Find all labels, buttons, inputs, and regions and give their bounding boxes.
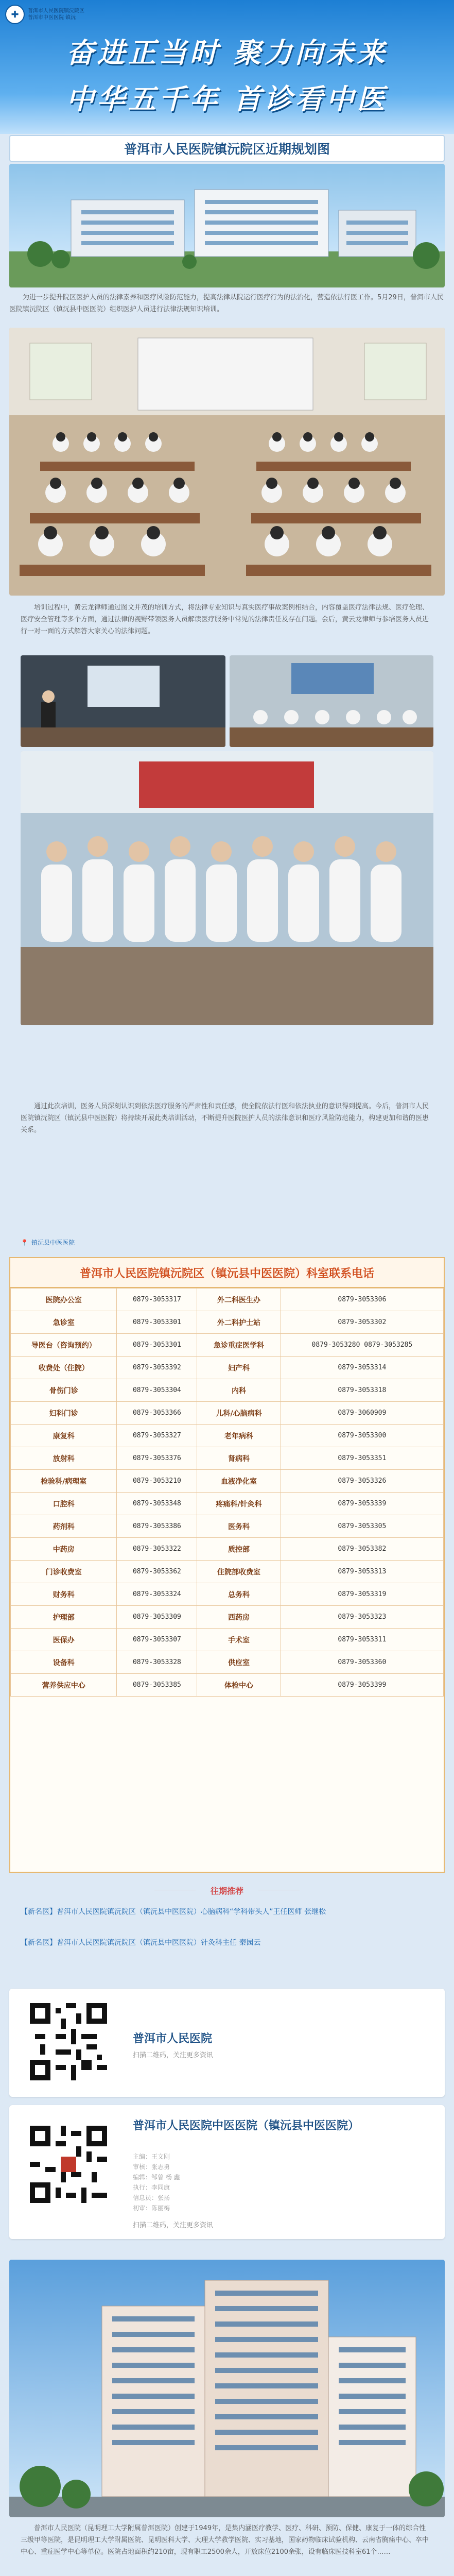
department-name-cell: 血液净化室 <box>197 1470 281 1493</box>
phone-number-cell[interactable]: 0879-3053386 <box>117 1515 197 1538</box>
phone-number-cell[interactable]: 0879-3053399 <box>281 1674 443 1697</box>
phone-number-cell[interactable]: 0879-3053301 <box>117 1311 197 1334</box>
phone-number-cell[interactable]: 0879-3053322 <box>117 1538 197 1561</box>
phone-number-cell[interactable]: 0879-3053348 <box>117 1493 197 1515</box>
hospital-intro-paragraph: 普洱市人民医院（昆明理工大学附属普洱医院）创建于1949年，是集内涵医疗教学、医疗、科研、预防、保健、康复于一体的综合性三级甲等医院，是昆明理工大学附属医院、昆明医科大学、大理大学教学医院、实习基地，国家药物临床试验机构、云南省胸痛中心、卒中中心、重症医学中心等单位。医院占地面积约210亩，现有职工2500余人，开放床位2100余张，设有临床医技科室61个…… <box>21 2524 429 2556</box>
department-name-cell: 设备科 <box>11 1651 117 1674</box>
department-name-cell: 外二科护士站 <box>197 1311 281 1334</box>
department-name-cell: 放射科 <box>11 1447 117 1470</box>
phone-number-cell[interactable]: 0879-3053306 <box>281 1289 443 1311</box>
phone-number-cell[interactable]: 0879-3053305 <box>281 1515 443 1538</box>
training-hall-photo <box>9 328 445 596</box>
phone-number-cell[interactable]: 0879-3053210 <box>117 1470 197 1493</box>
phone-number-cell[interactable]: 0879-3053326 <box>281 1470 443 1493</box>
phone-table-row <box>11 1493 444 1515</box>
logo-line-1: 普洱市人民医院镇沅院区 <box>28 8 84 14</box>
phone-table-row <box>11 1311 444 1334</box>
department-name-cell: 财务科 <box>11 1583 117 1606</box>
phone-number-cell[interactable]: 0879-3060909 <box>281 1402 443 1425</box>
phone-number-cell[interactable]: 0879-3053366 <box>117 1402 197 1425</box>
department-name-cell: 口腔科 <box>11 1493 117 1515</box>
department-name-cell: 护理部 <box>11 1606 117 1629</box>
department-name-cell: 质控部 <box>197 1538 281 1561</box>
recommend-link-1[interactable]: 【新名医】普洱市人民医院镇沅院区（镇沅县中医医院）心脑病科“学科带头人”王任医师 张继松 <box>21 1908 326 1916</box>
phone-number-cell[interactable]: 0879-3053304 <box>117 1379 197 1402</box>
hospital-building-photo <box>9 2260 445 2517</box>
phone-number-cell[interactable]: 0879-3053314 <box>281 1357 443 1379</box>
header-banner <box>0 0 454 134</box>
hospital-logo <box>5 4 134 25</box>
trainee-team-photo <box>21 751 433 1025</box>
phone-table-row <box>11 1447 444 1470</box>
department-name-cell: 总务科 <box>197 1583 281 1606</box>
department-name-cell: 骨伤门诊 <box>11 1379 117 1402</box>
closing-paragraph: 通过此次培训，医务人员深刻认识到依法医疗服务的严肃性和责任感，使全院依法行医和依法执业的意识得到提高。今后，普洱市人民医院镇沅院区（镇沅县中医医院）将持续开展此类培训活动，不断提升医院医护人员的法律意识和医疗风险防范能力，构建更加和谐的医患关系。 <box>21 1103 429 1134</box>
phone-table-row <box>11 1651 444 1674</box>
department-name-cell: 西药房 <box>197 1606 281 1629</box>
phone-number-cell[interactable]: 0879-3053280 0879-3053285 <box>281 1334 443 1357</box>
phone-number-cell[interactable]: 0879-3053385 <box>117 1674 197 1697</box>
phone-table-row <box>11 1515 444 1538</box>
account-1-hint: 扫描二维码，关注更多资讯 <box>133 2052 214 2059</box>
phone-number-cell[interactable]: 0879-3053382 <box>281 1538 443 1561</box>
hospital-emblem-icon: ✚ <box>5 5 25 24</box>
phone-number-cell[interactable]: 0879-3053311 <box>281 1629 443 1651</box>
slogan-line-1: 奋进正当时 聚力向未来 <box>66 36 388 69</box>
phone-table-row <box>11 1402 444 1425</box>
location-tag-label: 镇沅县中医医院 <box>31 1239 75 1246</box>
training-paragraph: 培训过程中，黄云龙律师通过图文并茂的培训方式，将法律专业知识与真实医疗事故案例相结合，内容覆盖医疗法律法规、医疗伦理、医疗安全管理等多个方面，通过法律的视野带领医务人员解读医疗服务中常见的法律责任及存在问题。会后，黄云龙律师与参培医务人员进行一对一面的方式解答大家关心的法律问题。 <box>21 604 429 635</box>
phone-number-cell[interactable]: 0879-3053351 <box>281 1447 443 1470</box>
department-name-cell: 内科 <box>197 1379 281 1402</box>
phone-number-cell[interactable]: 0879-3053392 <box>117 1357 197 1379</box>
phone-number-cell[interactable]: 0879-3053323 <box>281 1606 443 1629</box>
qr-code-1 <box>30 2003 107 2080</box>
department-name-cell: 导医台（咨询预约） <box>11 1334 117 1357</box>
recommend-section-title: 往期推荐 <box>210 1886 243 1896</box>
department-name-cell: 门诊收费室 <box>11 1561 117 1583</box>
recommend-link-2[interactable]: 【新名医】普洱市人民医院镇沅院区（镇沅县中医医院）针灸科主任 秦园云 <box>21 1939 261 1947</box>
department-name-cell: 疼痛科/针灸科 <box>197 1493 281 1515</box>
department-name-cell: 供应室 <box>197 1651 281 1674</box>
department-name-cell: 体检中心 <box>197 1674 281 1697</box>
phone-number-cell[interactable]: 0879-3053318 <box>281 1379 443 1402</box>
department-name-cell: 肾病科 <box>197 1447 281 1470</box>
phone-table-title: 普洱市人民医院镇沅院区（镇沅县中医医院）科室联系电话 <box>10 1258 444 1288</box>
account-card-1 <box>9 1989 445 2097</box>
department-name-cell: 药剂科 <box>11 1515 117 1538</box>
department-name-cell: 医院办公室 <box>11 1289 117 1311</box>
phone-table-row <box>11 1289 444 1311</box>
phone-number-cell[interactable]: 0879-3053324 <box>117 1583 197 1606</box>
phone-number-cell[interactable]: 0879-3053317 <box>117 1289 197 1311</box>
department-name-cell: 急诊重症医学科 <box>197 1334 281 1357</box>
phone-number-cell[interactable]: 0879-3053327 <box>117 1425 197 1447</box>
department-phone-table <box>9 1257 445 1873</box>
department-name-cell: 检验科/病理室 <box>11 1470 117 1493</box>
qr-code-2 <box>30 2126 107 2203</box>
department-name-cell: 急诊室 <box>11 1311 117 1334</box>
department-name-cell: 中药房 <box>11 1538 117 1561</box>
department-name-cell: 收费处（住院） <box>11 1357 117 1379</box>
logo-line-2: 普洱市中医医院 镇沅 <box>28 15 76 21</box>
lecture-photo-right <box>230 655 433 747</box>
department-name-cell: 妇科门诊 <box>11 1402 117 1425</box>
phone-table-row <box>11 1629 444 1651</box>
phone-table-row <box>11 1674 444 1697</box>
phone-number-cell[interactable]: 0879-3053376 <box>117 1447 197 1470</box>
phone-table-row <box>11 1334 444 1357</box>
location-pin-icon: 📍 <box>21 1239 28 1246</box>
phone-table-row <box>11 1606 444 1629</box>
phone-table-row <box>11 1425 444 1447</box>
phone-number-cell[interactable]: 0879-3053339 <box>281 1493 443 1515</box>
department-name-cell: 医务科 <box>197 1515 281 1538</box>
department-name-cell: 手术室 <box>197 1629 281 1651</box>
phone-table-row <box>11 1379 444 1402</box>
campus-plan-title-bar <box>9 135 445 162</box>
lecture-photo-left <box>21 655 225 747</box>
phone-table-row <box>11 1538 444 1561</box>
location-tag[interactable] <box>21 1238 75 1247</box>
department-name-cell: 住院部收费室 <box>197 1561 281 1583</box>
campus-plan-title: 普洱市人民医院镇沅院区近期规划图 <box>124 142 330 157</box>
slogan-line-2: 中华五千年 首诊看中医 <box>66 82 388 115</box>
account-2-hint: 扫描二维码，关注更多资讯 <box>133 2222 214 2229</box>
department-name-cell: 老年病科 <box>197 1425 281 1447</box>
phone-number-cell[interactable]: 0879-3053362 <box>117 1561 197 1583</box>
phone-number-cell[interactable]: 0879-3053313 <box>281 1561 443 1583</box>
department-name-cell: 医保办 <box>11 1629 117 1651</box>
phone-table-row <box>11 1561 444 1583</box>
department-name-cell: 营养供应中心 <box>11 1674 117 1697</box>
intro-paragraph: 为进一步提升院区医护人员的法律素养和医疗风险防范能力，提高法律从院运行医疗行为的法治化，营造依法行医工作。5月29日，普洱市人民医院镇沅院区（镇沅县中医医院）组织医护人员进行法律法规知识培训。 <box>9 294 444 313</box>
account-card-2 <box>9 2105 445 2239</box>
department-name-cell: 外二科医生办 <box>197 1289 281 1311</box>
account-2-meta: 主编：王文刚 审核：张志勇 编辑：邹曾 杨 鑫 执行：李同康 信息员：张扬 初审：陈丽梅 <box>133 2153 180 2212</box>
department-name-cell: 儿科/心脑病科 <box>197 1402 281 1425</box>
phone-table-row <box>11 1583 444 1606</box>
phone-number-cell[interactable]: 0879-3053307 <box>117 1629 197 1651</box>
department-name-cell: 康复科 <box>11 1425 117 1447</box>
phone-number-cell[interactable]: 0879-3053301 <box>117 1334 197 1357</box>
phone-number-cell[interactable]: 0879-3053309 <box>117 1606 197 1629</box>
phone-number-cell[interactable]: 0879-3053302 <box>281 1311 443 1334</box>
phone-number-cell[interactable]: 0879-3053300 <box>281 1425 443 1447</box>
account-1-name: 普洱市人民医院 <box>133 2032 213 2045</box>
department-name-cell: 妇产科 <box>197 1357 281 1379</box>
phone-number-cell[interactable]: 0879-3053360 <box>281 1651 443 1674</box>
phone-table-row <box>11 1357 444 1379</box>
phone-table-row <box>11 1470 444 1493</box>
phone-table-grid <box>10 1288 444 1697</box>
phone-number-cell[interactable]: 0879-3053319 <box>281 1583 443 1606</box>
account-2-name: 普洱市人民医院中医医院（镇沅县中医医院） <box>133 2120 360 2132</box>
campus-plan-image <box>9 164 445 287</box>
phone-number-cell[interactable]: 0879-3053328 <box>117 1651 197 1674</box>
